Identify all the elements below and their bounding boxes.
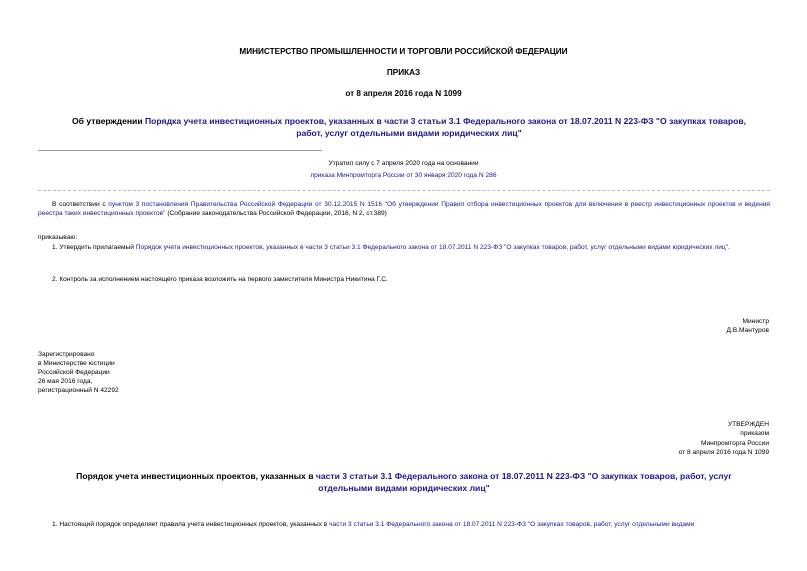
signature-name: Д.В.Мантуров [726,326,769,334]
document-date: от 8 апреля 2016 года N 1099 [345,89,462,98]
registration-line: Российской Федерации [38,369,110,377]
approval-line: приказом [740,430,769,438]
registration-block [38,350,119,395]
document-title-link[interactable]: Порядка учета инвестиционных проектов, указанных в части 3 статьи 3.1 Федерального закона от 18.07.2011 N 223-ФЗ "О закупках товаров, работ, услуг отдельными видами юридических лиц" [145,116,747,139]
preamble-tail: (Собрание законодательства Российской Федерации, 2016, N 2, ст.389) [165,209,387,217]
appendix-item-1-paragraph [38,521,770,530]
signature-block [726,318,769,336]
status-divider [38,190,770,191]
appendix-item-1-intro: 1. Настоящий порядок определяет правила учета инвестиционных проектов, указанных в [52,521,330,528]
item-1-tail: . [728,244,730,251]
approval-line: от 8 апреля 2016 года N 1099 [678,449,769,457]
item-2-paragraph: 2. Контроль за исполнением настоящего приказа возложить на первого заместителя Министра Никитина Г.С. [52,276,388,283]
registration-line: 26 мая 2016 года, [38,378,93,386]
document-title-prefix: Об утверждении [71,116,145,126]
title-divider [38,150,322,151]
item-1-paragraph [38,244,770,253]
item-1-procedure-link[interactable]: Порядок учета инвестиционных проектов, указанных в части 3 статьи 3.1 Федерального закона от 18.07.2011 N 223-ФЗ "О закупках товаров, работ, услуг отдельными видами юридических лиц" [135,244,729,251]
preamble-resolution-link[interactable]: пунктом 3 постановления Правительства Российской Федерации от 30.12.2015 N 1516 "Об утверждении Правил отбора инвестиционных проектов для включения в реестр инвестиционных проектов и ведения реестра таких инвестиционных проектов" [38,201,770,217]
approval-block [679,420,769,457]
appendix-title-prefix: Порядок учета инвестиционных проектов, указанных в [76,471,316,481]
registration-line: Зарегистрировано [38,351,95,358]
approval-line: УТВЕРЖДЕН [727,421,769,428]
item-1-intro: 1. Утвердить прилагаемый [52,244,136,251]
repeal-order-link[interactable]: приказа Минпромторга России от 30 января 2020 года N 286 [310,172,497,179]
preamble-intro: В соответствии с [52,201,109,208]
order-word: приказываю: [38,234,78,241]
preamble-paragraph [38,201,770,219]
registration-line: в Министерстве юстиции [38,360,115,368]
appendix-item-1-link[interactable]: части 3 статьи 3.1 Федерального закона от 18.07.2011 N 223-ФЗ "О закупках товаров, работ, услуг отдельными видами [329,521,695,528]
appendix-title [58,470,750,495]
registration-line: регистрационный N 42292 [38,387,119,395]
appendix-title-link[interactable]: части 3 статьи 3.1 Федерального закона от 18.07.2011 N 223-ФЗ "О закупках товаров, работ, услуг отдельными видами юридических лиц" [315,471,732,494]
approval-line: Минпромторга России [700,439,769,447]
signature-position: Министр [742,318,769,325]
document-type: ПРИКАЗ [386,68,421,77]
ministry-heading: МИНИСТЕРСТВО ПРОМЫШЛЕННОСТИ И ТОРГОВЛИ РОССИЙСКОЙ ФЕДЕРАЦИИ [239,47,568,56]
repeal-status-line: Утратил силу с 7 апреля 2020 года на основании [328,160,479,167]
document-title [64,115,754,140]
